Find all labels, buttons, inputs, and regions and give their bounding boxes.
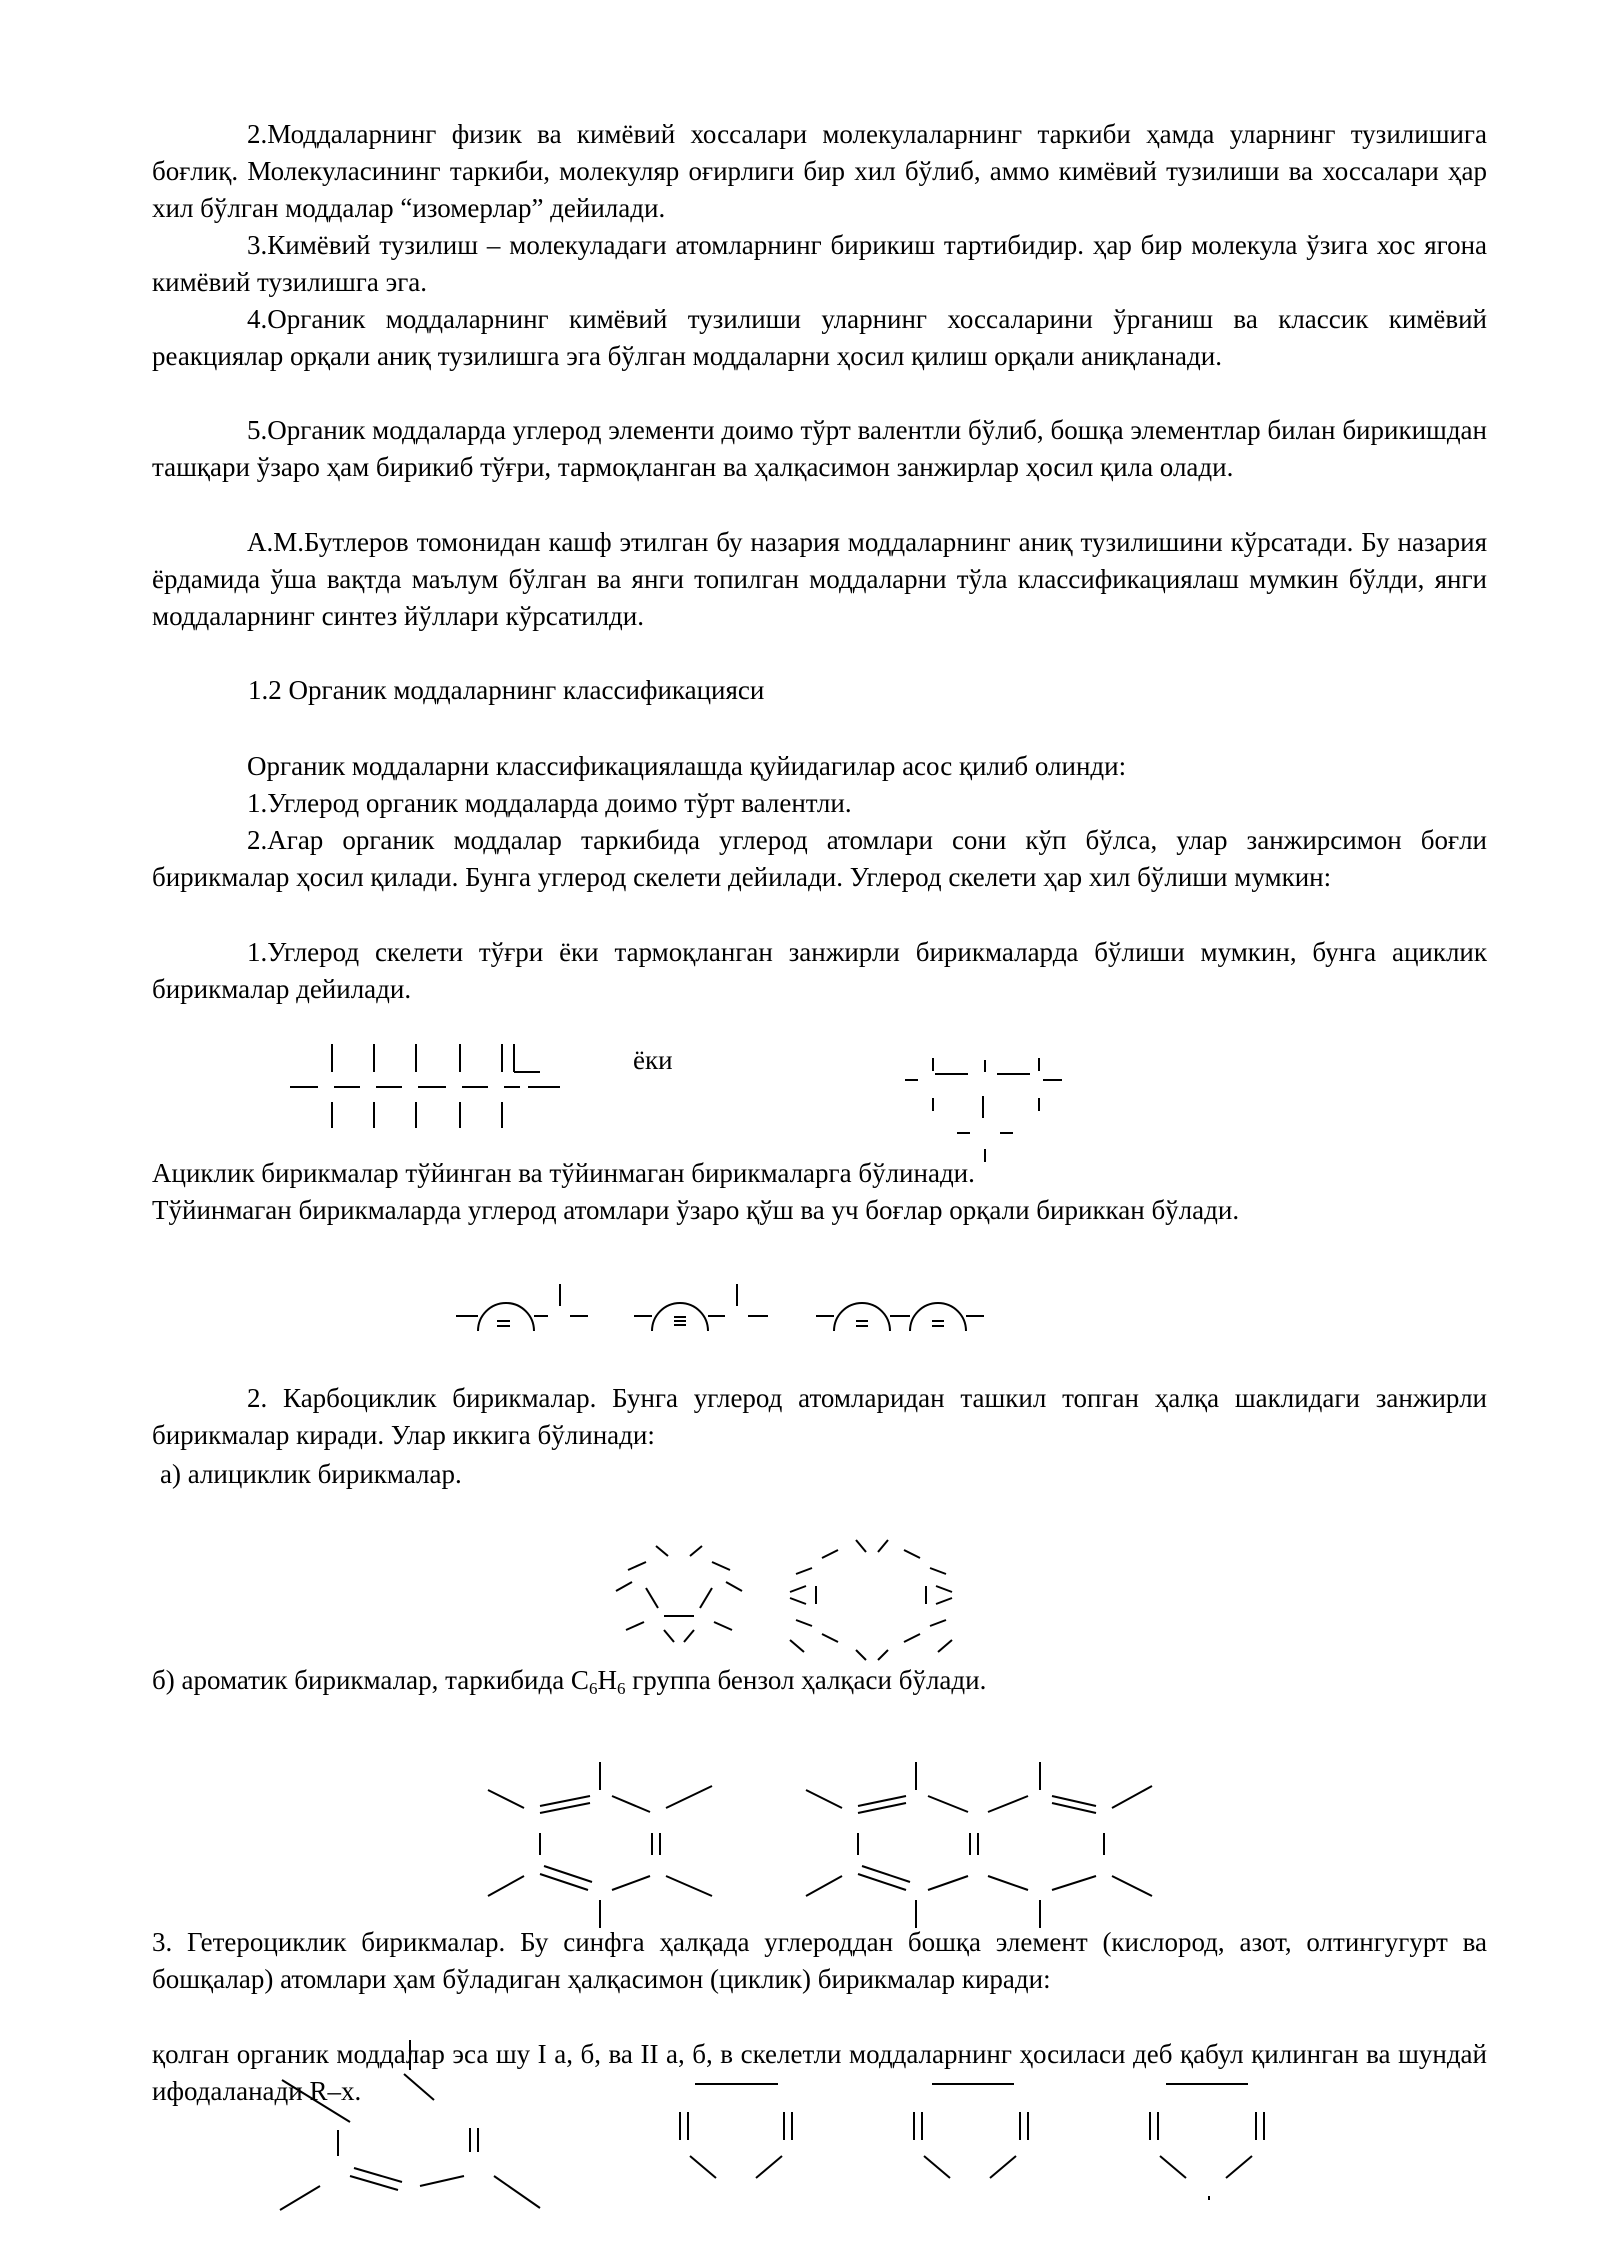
paragraph-derivatives: қолган органик моддалар эса шу I а, б, ва II а, б, в скелетли моддаларнинг ҳосиласи деб қабул қилинган ва шундай ифодаланади R–x. <box>152 2039 1487 2106</box>
paragraph-structure-determination: 4.Органик моддаларнинг кимёвий тузилиши уларнинг хоссаларини ўрганиш ва классик кимёвий реакциялар орқали аниқ тузилишга эга бўлган моддаларни ҳосил қилиш орқали аниқланади. <box>152 304 1487 371</box>
paragraph-alicyclic: а) алициклик бирикмалар. <box>160 1459 462 1489</box>
branched-chain-formula <box>905 1058 1062 1162</box>
subscript-6-carbon: 6 <box>588 1679 598 1698</box>
unsaturated-bonds-formula <box>456 1284 984 1331</box>
straight-chain-formula <box>290 1044 560 1128</box>
benzene-formula <box>488 1762 712 1928</box>
or-word: ёки <box>633 1045 673 1075</box>
hydrogen-letter: Н <box>597 1665 617 1695</box>
subscript-6-hydrogen: 6 <box>616 1679 626 1698</box>
paragraph-rule-2: 2.Агар органик моддалар таркибида углерод атомлари сони кўп бўлса, улар занжирсимон боғли бирикмалар ҳосил қилади. Бунга углерод скелети дейилади. Углерод скелети ҳар хил бўлиши мумкин: <box>152 825 1487 892</box>
aromatic-text-end: группа бензол ҳалқаси бўлади. <box>625 1665 987 1695</box>
heterocyclic-formulas <box>280 2040 1264 2210</box>
paragraph-unsaturated: Тўйинмаган бирикмаларда углерод атомлари ўзаро қўш ва уч боғлар орқали бириккан бўлади. <box>152 1195 1240 1225</box>
paragraph-acyclic: 1.Углерод скелети тўғри ёки тармоқланган занжирли бирикмаларда бўлиши мумкин, бунга ациклик бирикмалар дейилади. <box>152 937 1487 1004</box>
aromatic-text-start: б) ароматик бирикмалар, таркибида С <box>152 1665 589 1695</box>
cyclohexane-formula <box>790 1540 952 1660</box>
paragraph-rule-1: 1.Углерод органик моддаларда доимо тўрт валентли. <box>247 788 852 818</box>
paragraph-saturated: Ациклик бирикмалар тўйинган ва тўйинмаган бирикмаларга бўлинади. <box>152 1158 975 1188</box>
paragraph-classification-intro: Органик моддаларни классификациялашда қуйидагилар асос қилиб олинди: <box>247 751 1127 781</box>
naphthalene-formula <box>806 1762 1152 1928</box>
paragraph-chemical-structure: 3.Кимёвий тузилиш – молекуладаги атомларнинг бирикиш тартибидир. ҳар бир молекула ўзига хос ягона кимёвий тузилишга эга. <box>152 230 1487 297</box>
paragraph-isomers: 2.Моддаларнинг физик ва кимёвий хоссалари молекулаларнинг таркиби ҳамда уларнинг тузилишига боғлиқ. Молекуласининг таркиби, молекуляр оғирлиги бир хил бўлиб, аммо кимёвий тузилиши ва хоссалари ҳар хил бўлган моддалар “изомерлар” дейилади. <box>152 119 1487 223</box>
paragraph-carbocyclic: 2. Карбоциклик бирикмалар. Бунга углерод атомларидан ташкил топган ҳалқа шаклидаги занжирли бирикмалар киради. Улар иккига бўлинади: <box>152 1383 1487 1450</box>
paragraph-carbon-tetravalent: 5.Органик моддаларда углерод элементи доимо тўрт валентли бўлиб, бошқа элементлар билан бирикишдан ташқари ўзаро ҳам бирикиб тўғри, тармоқланган ва ҳалқасимон занжирлар ҳосил қила олади. <box>152 415 1487 482</box>
paragraph-heterocyclic: 3. Гетероциклик бирикмалар. Бу синфга ҳалқада углероддан бошқа элемент (кислород, азот, олтингугурт ва бошқалар) атомлари ҳам бўладиган ҳалқасимон (циклик) бирикмалар киради: <box>152 1927 1487 1994</box>
paragraph-butlerov: А.М.Бутлеров томонидан кашф этилган бу назария моддаларнинг аниқ тузилишини кўрсатади. Бу назария ёрдамида ўша вақтда маълум бўлган ва янги топилган моддаларни тўла классификациялаш мумкин бўлди, янги моддаларнинг синтез йўллари кўрсатилди. <box>152 527 1487 631</box>
section-heading: 1.2 Органик моддаларнинг классификацияси <box>248 675 765 705</box>
cyclopentane-formula <box>616 1546 742 1642</box>
